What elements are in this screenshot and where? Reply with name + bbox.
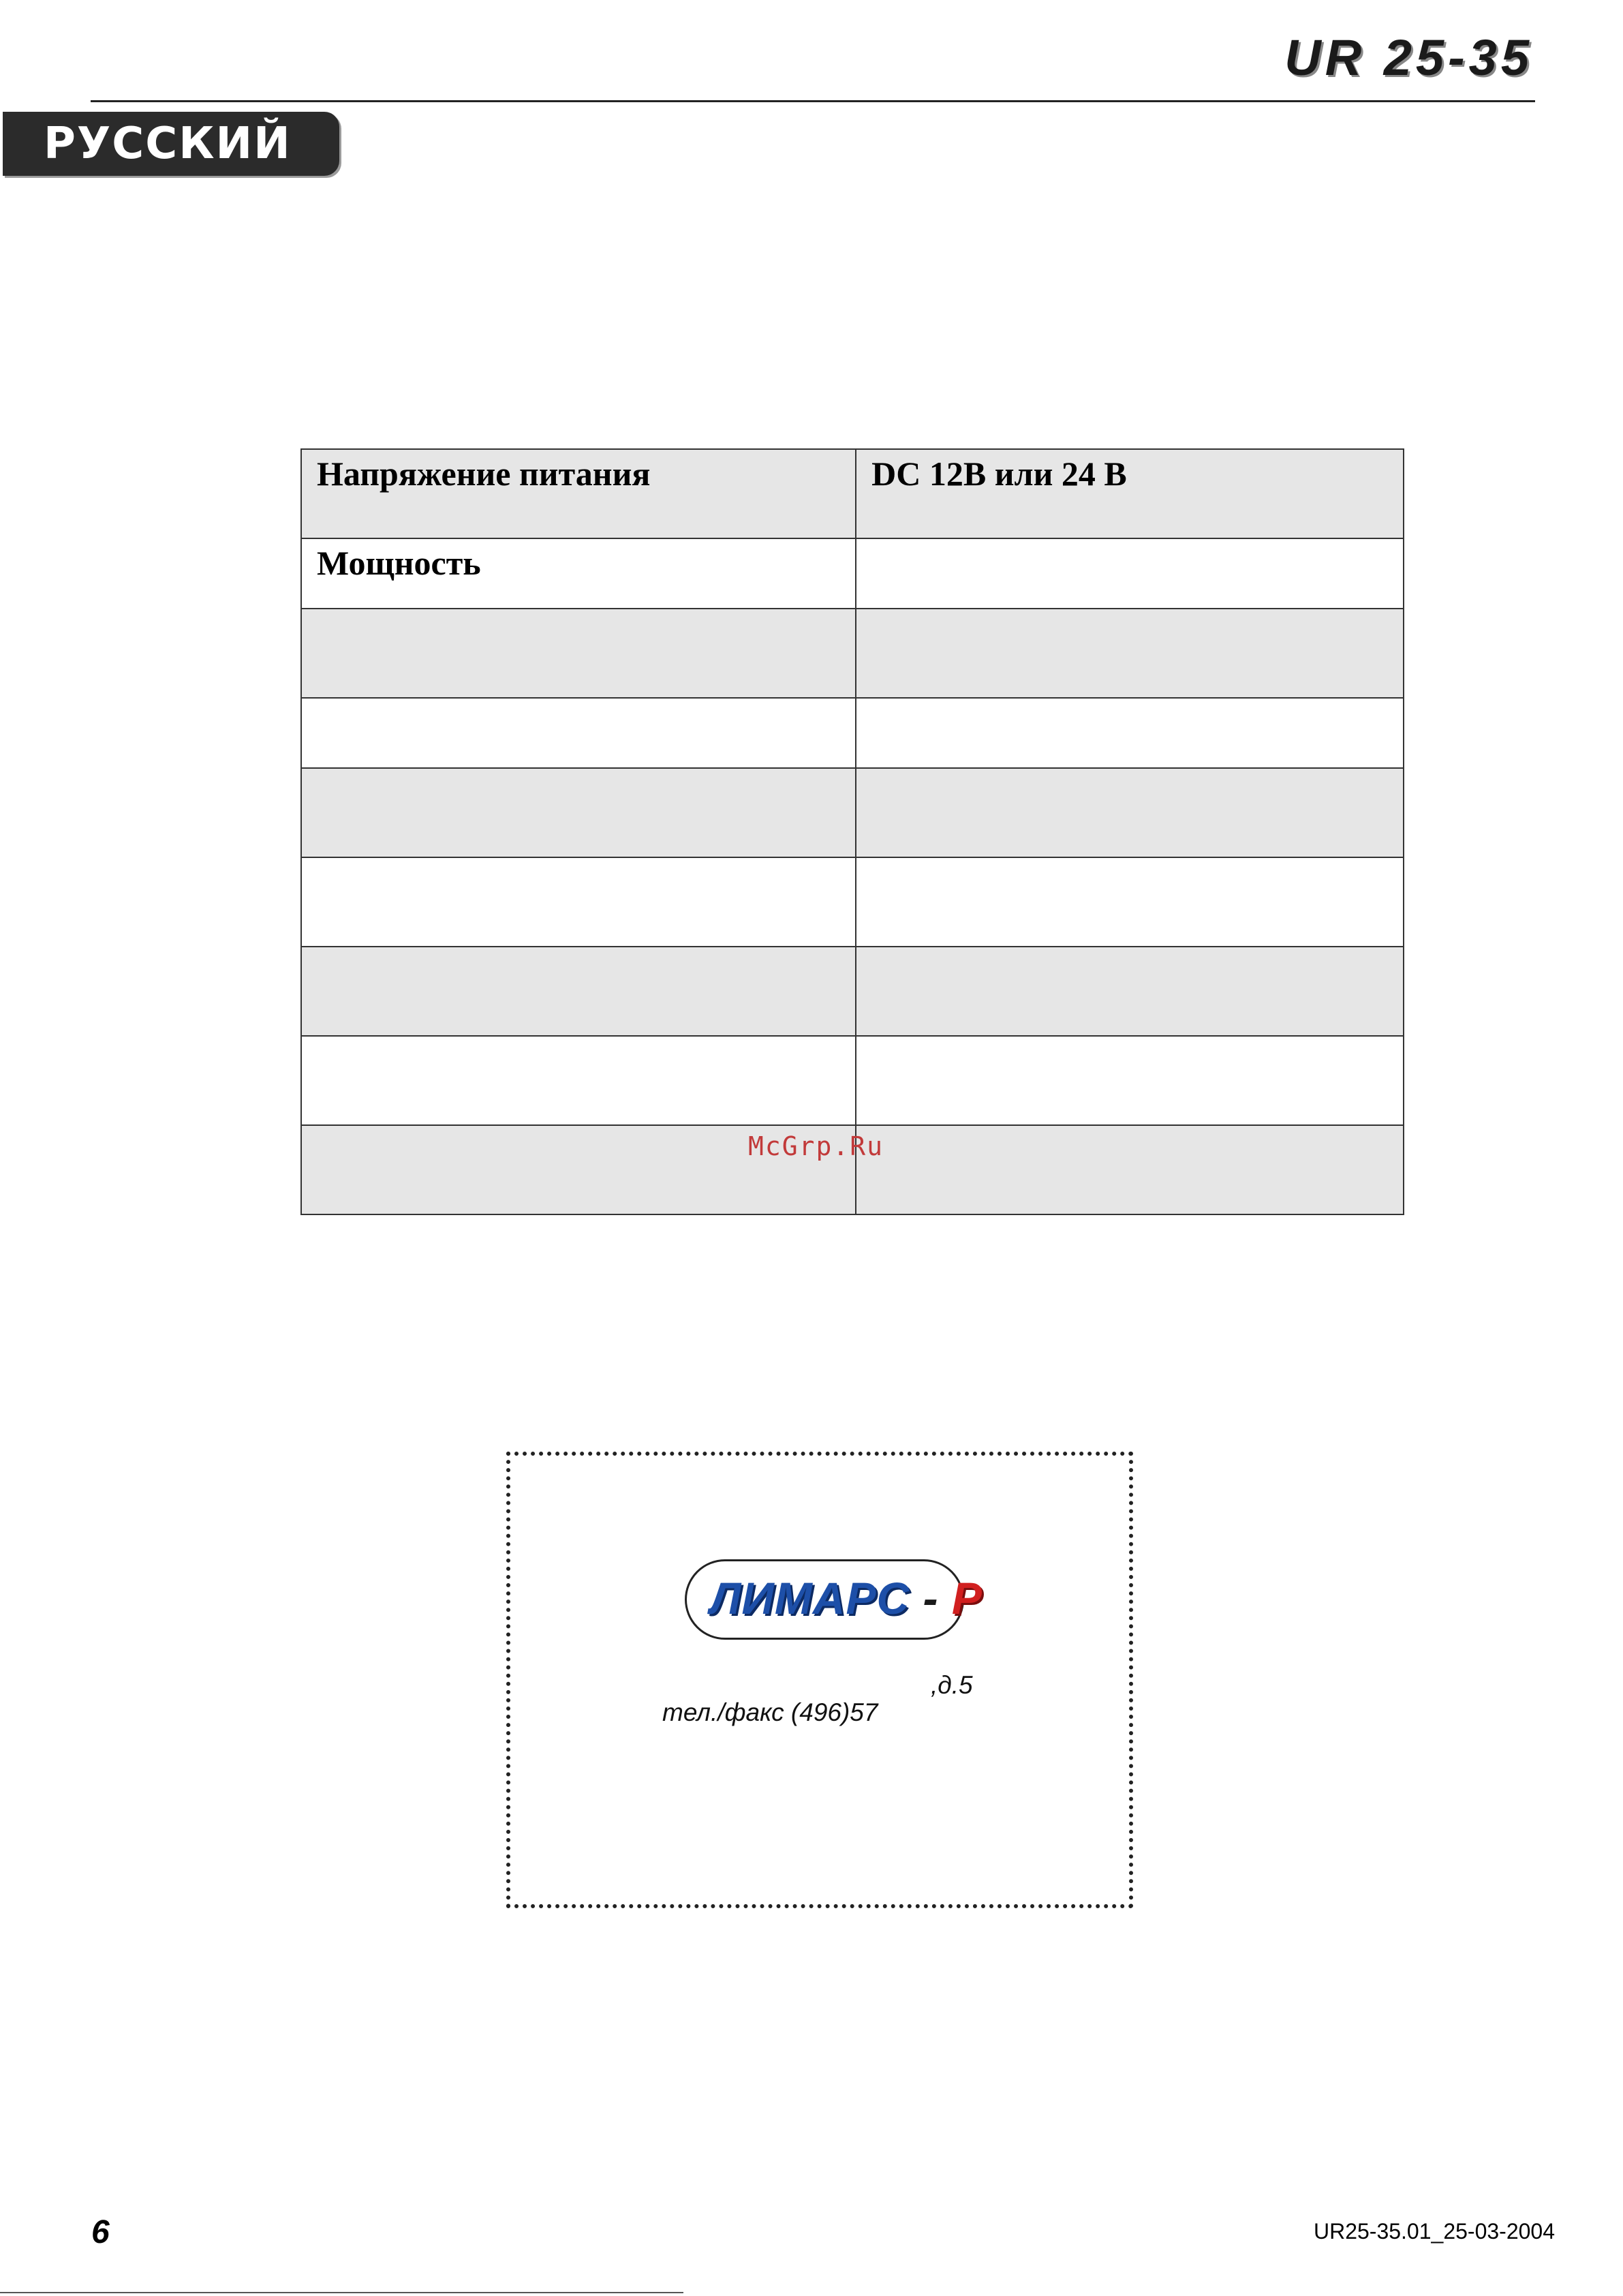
table-row (301, 609, 1404, 698)
spec-label (301, 1036, 856, 1125)
dealer-stamp-box (506, 1452, 1133, 1908)
spec-value (856, 1036, 1404, 1125)
spec-label: Мощность (301, 538, 856, 609)
spec-label (301, 698, 856, 768)
spec-value (856, 857, 1404, 947)
spec-label (301, 857, 856, 947)
document-code: UR25-35.01_25-03-2004 (1313, 2219, 1555, 2244)
spec-table (300, 448, 1404, 1215)
language-tab (3, 112, 339, 176)
header-divider (91, 100, 1535, 102)
footer-divider (0, 2292, 683, 2293)
table-row (301, 857, 1404, 947)
spec-value (856, 1125, 1404, 1214)
spec-label: Напряжение питания (301, 449, 856, 538)
dealer-phone: тел./факс (496)57 (662, 1698, 878, 1726)
spec-value (856, 768, 1404, 857)
spec-label (301, 609, 856, 698)
dealer-logo (685, 1559, 983, 1640)
spec-label (301, 947, 856, 1036)
spec-label (301, 768, 856, 857)
logo-letter: Р (951, 1573, 983, 1623)
dealer-address: ,д.5 (931, 1671, 973, 1699)
spec-value (856, 947, 1404, 1036)
spec-value: DC 12B или 24 B (856, 449, 1404, 538)
table-row (301, 1036, 1404, 1125)
table-row (301, 768, 1404, 857)
table-row (301, 698, 1404, 768)
table-row (301, 538, 1404, 609)
watermark-link[interactable]: McGrp.Ru (748, 1131, 884, 1161)
model-title: UR 25-35 (1284, 29, 1533, 86)
table-row (301, 449, 1404, 538)
spec-value (856, 538, 1404, 609)
page-number: 6 (91, 2214, 110, 2250)
table-row (301, 947, 1404, 1036)
logo-dash: - (923, 1573, 939, 1623)
spec-value (856, 609, 1404, 698)
logo-main-text: ЛИМАРС (710, 1573, 910, 1623)
spec-value (856, 698, 1404, 768)
language-tab-label: РУССКИЙ (44, 119, 292, 169)
